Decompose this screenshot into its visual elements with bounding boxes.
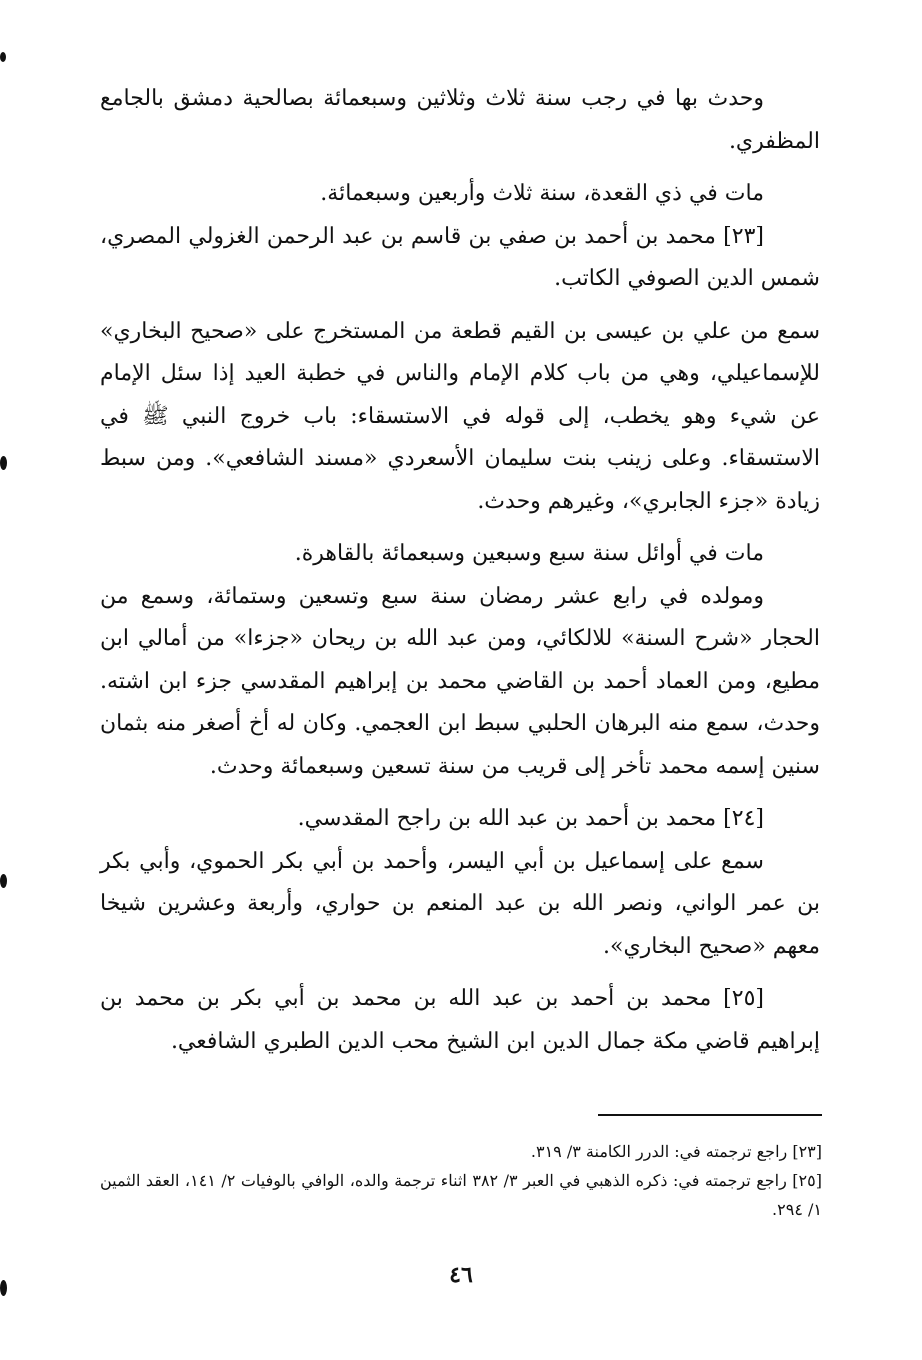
paragraph: مات في ذي القعدة، سنة ثلاث وأربعين وسبعمائة. xyxy=(320,181,764,206)
scan-edge-mark xyxy=(0,456,7,470)
paragraph: ومولده في رابع عشر رمضان سنة سبع وتسعين وستمائة، وسمع من الحجار «شرح السنة» للالكائي، ومن عبد الله بن ريحان «جزءا» من أمالي ابن مطيع، ومن العماد أحمد بن القاضي محمد بن إبراهيم المقدسي جزء ابن اشته. وحدث، سمع منه البرهان الحلبي سبط ابن العجمي. وكان له أخ أصغر منه بثمان سنين إسمه محمد تأخر إلى قريب من سنة تسعين وسبعمائة وحدث. xyxy=(100,583,820,779)
entry-heading: [٢٥] محمد بن أحمد بن عبد الله بن محمد بن أبي بكر بن محمد بن إبراهيم قاضي مكة جمال الدين ابن الشيخ محب الدين الطبري الشافعي. xyxy=(100,986,820,1054)
entry-heading: [٢٣] محمد بن أحمد بن صفي بن قاسم بن عبد الرحمن الغزولي المصري، شمس الدين الصوفي الكاتب. xyxy=(100,223,820,291)
footnote: [٢٥] راجع ترجمته في: ذكره الذهبي في العبر ٣/ ٣٨٢ اثناء ترجمة والده، الوافي بالوفيات ٢/ ١٤١، العقد الثمين ١/ ٢٩٤. xyxy=(100,1171,822,1219)
scan-edge-mark xyxy=(0,874,7,888)
footnote: [٢٣] راجع ترجمته في: الدرر الكامنة ٣/ ٣١٩. xyxy=(530,1142,822,1161)
footnotes xyxy=(100,1137,822,1224)
scan-edge-mark xyxy=(0,1280,7,1296)
entry-heading: [٢٤] محمد بن أحمد بن عبد الله بن راجح المقدسي. xyxy=(297,806,764,831)
paragraph: سمع على إسماعيل بن أبي اليسر، وأحمد بن أبي بكر الحموي، وأبي بكر بن عمر الواني، ونصر الله بن عبد المنعم بن حواري، وأربعة وعشرين شيخا معهم «صحيح البخاري». xyxy=(100,848,820,959)
paragraph: وحدث بها في رجب سنة ثلاث وثلاثين وسبعمائة بصالحية دمشق بالجامع المظفري. xyxy=(100,86,820,154)
page-number: ٤٦ xyxy=(449,1262,473,1288)
footnote-separator xyxy=(598,1114,822,1116)
paragraph: مات في أوائل سنة سبع وسبعين وسبعمائة بالقاهرة. xyxy=(294,541,764,566)
paragraph: سمع من علي بن عيسى بن القيم قطعة من المستخرج على «صحيح البخاري» للإسماعيلي، وهي من باب كلام الإمام والناس في خطبة العيد إذا سئل الإمام عن شيء وهو يخطب، إلى قوله في الاستسقاء: باب خروج النبي ﷺ في الاستسقاء. وعلى زينب بنت سليمان الأسعردي «مسند الشافعي». ومن سبط زيادة «جزء الجابري»، وغيرهم وحدث. xyxy=(100,318,820,514)
main-text xyxy=(100,78,820,1063)
scan-edge-mark xyxy=(0,52,6,62)
